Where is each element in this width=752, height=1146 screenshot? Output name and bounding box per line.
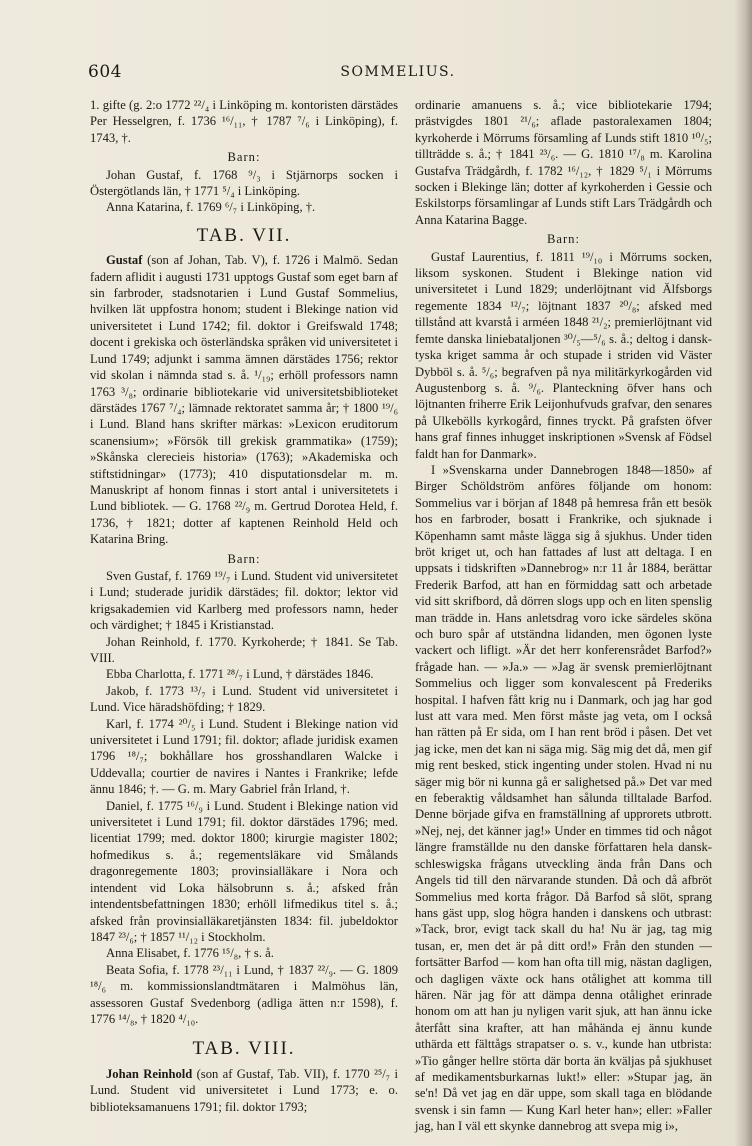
paragraph: ordinarie amanuens s. å.; vice bibliotekarie 1794; prästvigdes 1801 ²¹/₆; aflade pastoralexamen 1804; kyrkoherde i Mörrums församling af Lunds stift 1810 ¹⁰/₅; tillträdde s. å.; † 1841 ²³/₆. — G. 1810 ¹⁷/₈ m. Karolina Gustafva Trädgårdh, f. 1782 ¹⁶/₁₂, † 1829 ⁵/₁ i Mörrums socken i Blekinge län; dotter af kyrkoherden i Gessie och Eskilstorps församlingar af Lunds stift Lars Trädgårdh och Anna Katarina Bagge. (415, 98, 712, 227)
child-entry: Anna Katarina, f. 1769 ⁶/₇ i Linköping, †. (106, 200, 316, 215)
right-column (415, 97, 712, 1135)
paragraph-text: (son af Gustaf, Tab. VII), f. 1770 ²⁵/₇ i Lund. Student vid universitetet i Lund 1773; e. o. biblioteksamanuens 1791; fil. doktor 1793; (90, 1066, 398, 1114)
person-name: Gustaf (106, 253, 143, 268)
child-entry: Johan Gustaf, f. 1768 ⁹/₃ i Stjärnorps socken i Östergötlands län, † 1771 ⁵/₄ i Linköping. (90, 167, 398, 199)
table-heading-viii: TAB. VIII. (192, 1038, 296, 1060)
paragraph: 1. gifte (g. 2:o 1772 ²²/₄ i Linköping m. kontoristen därstädes Per Hesselgren, f. 1736 ¹⁶/₁₁, † 1787 ⁷/₆ i Linköping), f. 1743, †. (90, 98, 398, 145)
person-name: Johan Reinhold (106, 1066, 193, 1081)
child-entry: Jakob, f. 1773 ¹³/₇ i Lund. Student vid universitetet i Lund. Vice häradshöfding; † 1829. (90, 683, 398, 715)
child-entry: Karl, f. 1774 ²⁰/₅ i Lund. Student i Blekinge nation vid universitetet i Lund 1791; fil. doktor; aflade juridisk examen 1796 ¹⁸/₇; bokhållare hos grosshandlaren Walcke i Uddevalla; courtier de navires i Nantes i Frankrike; lefde ännu 1846; †. — G. m. Mary Gabriel från Irland, †. (90, 716, 398, 797)
paragraph-gustaf (90, 252, 398, 547)
table-heading-vii: TAB. VII. (196, 224, 292, 246)
left-column (90, 97, 398, 1115)
running-title: SOMMELIUS. (340, 64, 456, 80)
section-label-barn: Barn: (227, 150, 261, 165)
page-header (88, 62, 708, 82)
child-entry: Johan Reinhold, f. 1770. Kyrkoherde; † 1841. Se Tab. VIII. (90, 634, 398, 665)
child-entry: Gustaf Laurentius, f. 1811 ¹⁹/₁₀ i Mörrums socken, liksom syskonen. Student i Blekinge nation vid universitetet i Lund 1829; underlöjtnant vid Älfsborgs regemente 1834 ¹²/₇; löjtnant 1837 ²⁰/₈; afsked med tillstånd att kvarstå i arméen 1848 ²¹/₂; premierlöjtnant vid femte danska liniebataljonen ³⁰/₅—⁵/₆ s. å.; deltog i dansk-tyska kriget samma år och stupade i striden vid Väster Dybböl s. å. ⁵/₆; begrafven på nya militärkyrkogården vid Augustenborg s. å. ⁹/₆. Planteckning öfver hans och löjtnanten friherre Erik Leijonhufvuds grafvar, den senares på Ulkebölls kyrkogård, finnes tryckt. På grafsten öfver hans graf finnes inhugget inskriptionen »Svensk af Födsel faldt han for Danmark». (415, 249, 712, 461)
child-entry: Sven Gustaf, f. 1769 ¹⁹/₇ i Lund. Student vid universitetet i Lund; studerade juridik därstädes; fil. doktor; lektor vid krigsakademien vid Karlberg med professors namn, heder och värdighet; † 1845 i Kristianstad. (90, 568, 398, 633)
child-entry: Beata Sofia, f. 1778 ²³/₁₁ i Lund, † 1837 ²²/₉. — G. 1809 ¹⁸/₆ m. kommissionslandtmätaren i Malmöhus län, assessoren Gustaf Svedenborg (adliga ätten n:r 1598), f. 1776 ¹⁴/₈, † 1820 ⁴/₁₀. (90, 962, 398, 1026)
paragraph-johan (90, 1066, 398, 1115)
section-label-barn: Barn: (547, 232, 580, 247)
page-number: 604 (88, 62, 122, 82)
section-label-barn: Barn: (227, 551, 261, 566)
child-entry: Anna Elisabet, f. 1776 ¹⁵/₈, † s. å. (106, 946, 274, 961)
child-entry: Ebba Charlotta, f. 1771 ²⁸/₇ i Lund, † därstädes 1846. (106, 667, 374, 682)
page-gutter-shadow (734, 0, 752, 1146)
paragraph: I »Svenskarna under Dannebrogen 1848—1850» af Birger Schöldström anföres följande om honom: Sommelius var i början af 1848 på hemresa från ett besök hos en farbroder, bosatt i Frankrike, och sjuknade i Köpenhamn samt måste lägga sig å sjukhus. Under tiden bröt kriget ut, och han fattades af lust att deltaga. I en uppsats i tidskriften »Dannebrog» n:r 11 år 1884, berättar Frederik Barfod, att han en förmiddag satt och arbetade vid sitt skrifbord, då dörren slogs upp och en liten spenslig man trädde in. Hans anletsdrag voro icke särdeles sköna och buro spår af utständna lidanden, men ögonen lyste vackert och lifligt. »Är det herr konferensrådet Barfod?» frågade han. — »Ja.» — »Jag är svensk premierlöjtnant Sommelius och ligger som konvalescent på Frederiks hospital. I hafven fått krig nu i Danmark, och jag har god lust att vara med. Men först måste jag veta, om I också han rätten på Er sida, om I han rent bröd i påsen. Det vet jag icke, men det kan ni säga mig. Säg mig det då, men gif mig rent besked, stick ingenting under stolen. Hvad ni nu säger mig bör ni kunna gå er salighetsed på.» Det var med en feberaktig våldsamhet han sålunda tilltalade Barfod. Denne började gifva en framställning af upprorets utbrott. »Nej, nej, det känner jag!» Under en timmes tid och något längre framställde nu den danske författaren hela dansk-schleswigska frågans utveckling ända från Dans och Angels tid till den närvarande stunden. Då och då afbröt Sommelius med korta frågor. Då Barfod så slöt, sprang hans gäst upp, slog högra handen i danskens och utbrast: »Tack, bror, evigt tack skall du ha! Nu är jag, tag mig tusan, er, men det är på ditt ord!» Från den stunden — fortsätter Barfod — kom han ofta till mig, nästan dagligen, och dagligen växte ock hans otålighet att komma till hären. När jag för att dämpa denna otålighet erinrade honom om att han ju nyligen varit sjuk, att han ännu icke återfått sina krafter, att han måhända ej ännu kunde uthärda ett fälttågs strapatser o. s. v., kunde han utbrista: »Tio gånger hellre störta där borta än kväljas på sjukhuset af medikamentsburkarnas lukt!» eller: »Stupar jag, än se'n! Då vet jag en där uppe, som skall taga en blödande svensk i sin famn — Kung Karl heter han»; eller: »Faller jag, han I väl ett skynke dannebrog att svepa mig i», (415, 462, 712, 1134)
child-entry: Daniel, f. 1775 ¹⁶/₉ i Lund. Student i Blekinge nation vid universitetet i Lund 1791; fil. doktor därstädes 1796; med. licentiat 1799; med. doktor 1800; kirurgie magister 1802; hofmedikus s. å.; regementsläkare vid Smålands dragonregemente 1803; provinsialläkare i Nora och intendent vid Loka hälsobrunn s. å.; afsked från intendentsbefattningen 1830; erhöll lifmedikus titel s. å.; afsked från provinsialläkaretjänsten 1834: fil. jubeldoktor 1847 ²³/₆; † 1857 ¹¹/₁₂ i Stockholm. (90, 798, 398, 944)
paragraph-text: (son af Johan, Tab. V), f. 1726 i Malmö. Sedan fadern aflidit i augusti 1731 upptogs Gustaf som eget barn af sin farbroder, stadsnotarien i Lund Gustaf Sommelius, hvilken lät uppfostra honom; student i Blekinge nation vid universitetet i Lund 1742; fil. doktor i Greifswald 1748; docent i grekiska och österländska språken vid universitetet i Lund 1749; adjunkt i samma ämnen därstädes 1756; rektor vid skolan i nämnda stad s. å. ¹/₁₉; erhöll professors namn 1763 ³/₈; ordinarie bibliotekarie vid universitetsbiblioteket därstädes 1767 ⁷/₄; lämnade rektoratet samma år; † 1800 ¹⁹/₆ i Lund. Bland hans skrifter märkas: »Lexicon eruditorum scanensium»; »Försök till grekisk grammatika» (1759); »Skånska clerecieis historia» (1763); »Akademiska och stiftstidningar» (1773); 410 disputationsdelar m. m. Manuskript af honom finnas i stort antal i universitetets i Lund bibliotek. — G. 1768 ²²/₉ m. Gertrud Dorotea Held, f. 1736, † 1821; dotter af kaptenen Reinhold Held och Katarina Bring. (90, 253, 398, 547)
